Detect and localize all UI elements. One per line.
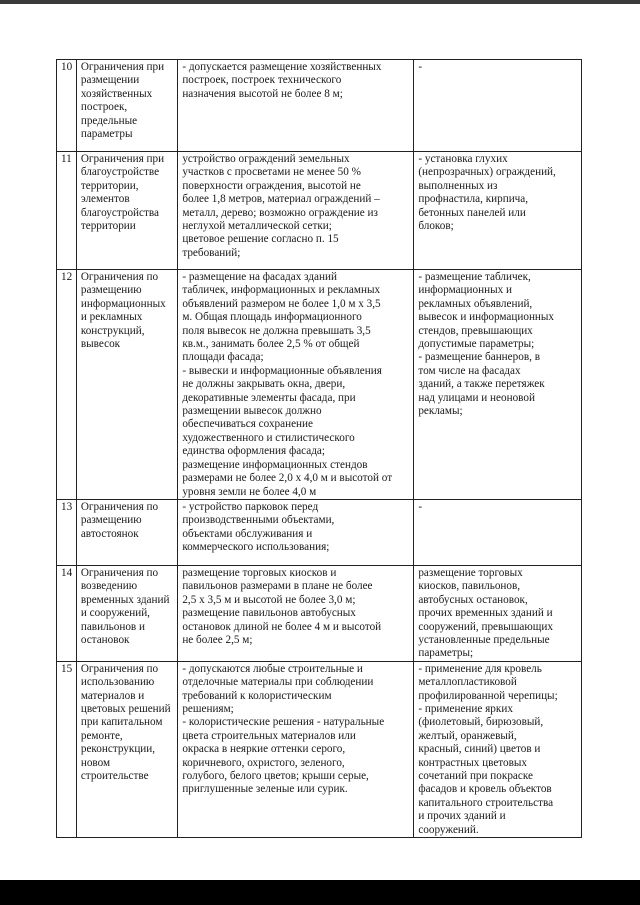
permitted-text-line: поверхности ограждения, высотой не [182,179,361,192]
prohibited-text-line: над улицами и неоновой [418,391,535,404]
restriction-name-cell [76,152,177,270]
permitted-text-line: площади фасада; [182,351,264,364]
row-number-cell [57,661,77,837]
permitted-text-line: окраска в неяркие оттенки серого, [182,743,346,756]
permitted-text-line: размещение торговых киосков и [182,566,337,579]
prohibited-text-line: - применение для кровель [418,662,542,675]
permitted-text-line: размещение информационных стендов [182,458,368,471]
permitted-text-line: отделочные материалы при соблюдении [182,676,374,689]
row-number: 15 [61,662,73,675]
prohibited-text-line: металлопластиковой [418,676,517,689]
restriction-name-line: конструкций, [80,324,145,337]
permitted-text-line: единства оформления фасада; [182,445,326,458]
restriction-name-line: построек, [80,101,128,114]
permitted-text-line: неглухой металлической сетки; [182,220,332,233]
permitted-text-line: остановок длиной не более 4 м и высотой [182,620,382,633]
restriction-name-line: размещению [80,514,142,527]
row-number: 12 [61,271,73,283]
prohibited-text-line: допустимые параметры; [418,338,535,351]
permitted-text-line: художественного и стилистического [182,431,355,444]
restriction-name-line: вывесок [80,338,121,351]
permitted-text-line: объектами обслуживания и [182,527,313,540]
permitted-text-line: приглушенные зеленые или сурик. [182,783,348,796]
permitted-text-line: - колористические решения - натуральные [182,716,385,729]
prohibited-text-line: фасадов и кровель объектов [418,783,552,796]
restriction-name-line: строительстве [80,770,149,782]
prohibited-text-cell [414,565,582,661]
prohibited-text-line: желтый, оранжевый, [418,729,517,742]
prohibited-text-line: рекламы; [418,405,463,418]
permitted-text-line: требований к колористическим [182,689,332,702]
permitted-text-line: устройство ограждений земельных [182,153,350,165]
permitted-text-cell [178,565,414,661]
restriction-name-line: возведению [80,580,138,593]
restriction-name-line: элементов [80,193,130,206]
permitted-text-line: коммерческого использования; [182,541,330,554]
restriction-name-line: Ограничения по [80,566,159,579]
permitted-text-line: металл, дерево; возможно ограждение из [182,206,378,219]
table-row [57,270,582,500]
prohibited-text-line: выполненных из [418,179,498,192]
restriction-name-line: новом [80,756,111,769]
prohibited-text-line: стендов, превышающих [418,324,533,337]
restriction-name-line: и рекламных [80,311,143,324]
permitted-text-line: требований; [182,246,241,259]
prohibited-text-line: (непрозрачных) ограждений, [418,166,556,179]
restriction-name-line: Ограничения при [80,61,165,73]
row-number: 11 [61,153,72,165]
prohibited-text-line: - установка глухих [418,153,508,165]
permitted-text-line: более 1,8 метров, материал ограждений – [182,193,380,206]
scan-top-edge [0,0,640,4]
prohibited-text-line: контрастных цветовых [418,756,528,769]
permitted-text-line: назначения высотой не более 8 м; [182,87,343,100]
restriction-name-line: благоустройства [80,206,159,219]
permitted-text-line: построек, построек технического [182,74,342,87]
prohibited-text-line: сочетаний при покраске [418,770,533,782]
prohibited-text-line: установленные предельные [418,633,550,646]
permitted-text-line: объявлений размером не более 1,0 м х 3,5 [182,297,381,310]
restriction-name-cell [76,661,177,837]
prohibited-text-line: красный, синий) цветов и [418,743,541,756]
permitted-text-line: решениям; [182,702,234,715]
permitted-text-line: не более 2,5 м; [182,633,253,646]
permitted-text-cell [178,152,414,270]
permitted-text-line: кв.м., занимать более 2,5 % от общей [182,338,360,351]
permitted-text-line: размещение павильонов автобусных [182,607,356,620]
prohibited-text-line: - [418,500,423,513]
permitted-text-line: голубого, белого цветов; крыши серые, [182,770,369,782]
prohibited-text-cell [414,60,582,152]
prohibited-text-line: - размещение табличек, [418,271,531,283]
restriction-name-cell [76,270,177,500]
row-number-cell [57,565,77,661]
permitted-text-line: производственными объектами, [182,514,335,527]
restriction-name-line: предельные [80,114,138,127]
prohibited-text-line: том числе на фасадах [418,364,521,377]
row-number-cell [57,152,77,270]
permitted-text-line: павильонов размерами в плане не более [182,580,373,593]
permitted-text-line: размерами не более 2,0 х 4,0 м и высотой от [182,472,393,485]
row-number: 13 [61,500,73,513]
permitted-text-cell [178,60,414,152]
restriction-name-line: Ограничения по [80,500,159,513]
restriction-name-cell [76,565,177,661]
permitted-text-line: обеспечиваться сохранение [182,418,313,431]
restriction-name-line: и сооружений, [80,607,150,620]
row-number: 14 [61,566,73,579]
restriction-name-line: информационных [80,297,166,310]
prohibited-text-cell [414,152,582,270]
permitted-text-line: м. Общая площадь информационного [182,311,362,324]
restriction-name-line: использованию [80,676,155,689]
restriction-name-cell [76,60,177,152]
permitted-text-line: - размещение на фасадах зданий [182,271,337,283]
permitted-text-line: - устройство парковок перед [182,500,319,513]
row-number-cell [57,499,77,565]
scan-bottom-edge [0,880,640,905]
prohibited-text-line: информационных и [418,284,512,297]
permitted-text-line: участков с просветами не менее 50 % [182,166,361,179]
restriction-name-line: размещении [80,74,140,87]
restriction-name-line: параметры [80,128,133,141]
restriction-name-line: территории [80,220,136,233]
restriction-name-line: при капитальном [80,716,163,729]
permitted-text-line: - вывески и информационные объявления [182,364,382,377]
permitted-text-line: коричневого, охристого, зеленого, [182,756,345,769]
prohibited-text-line: блоков; [418,220,454,233]
restriction-name-line: временных зданий [80,593,170,606]
restriction-name-line: Ограничения при [80,153,165,165]
restriction-name-line: материалов и [80,689,145,702]
restriction-name-line: автостоянок [80,527,139,540]
regulations-table [56,59,582,838]
restriction-name-line: ремонте, [80,729,123,742]
restriction-name-line: размещению [80,284,142,297]
restriction-name-line: реконструкции, [80,743,156,756]
prohibited-text-line: зданий, а также перетяжек [418,378,545,391]
table-row [57,499,582,565]
prohibited-text-line: прочих временных зданий и [418,607,553,620]
prohibited-text-line: профилированной черепицы; [418,689,558,702]
prohibited-text-line: сооружений, превышающих [418,620,553,633]
permitted-text-line: уровня земли не более 4,0 м [182,485,317,498]
permitted-text-cell [178,270,414,500]
prohibited-text-line: - применение ярких [418,702,513,715]
permitted-text-line: - допускаются любые строительные и [182,662,363,675]
restriction-name-line: территории, [80,179,139,192]
prohibited-text-line: - [418,61,423,73]
permitted-text-cell [178,661,414,837]
row-number-cell [57,270,77,500]
permitted-text-line: цвета строительных материалов или [182,729,356,742]
permitted-text-line: - допускается размещение хозяйственных [182,61,382,73]
restriction-name-line: Ограничения по [80,662,159,675]
permitted-text-line: 2,5 х 3,5 м и высотой не более 3,0 м; [182,593,356,606]
prohibited-text-line: параметры; [418,647,474,660]
restriction-name-line: павильонов и [80,620,145,633]
prohibited-text-line: автобусных остановок, [418,593,528,606]
permitted-text-line: декоративные элементы фасада, при [182,391,356,404]
prohibited-text-line: капитального строительства [418,796,554,809]
restriction-name-line: остановок [80,633,130,646]
prohibited-text-line: профнастила, кирпича, [418,193,529,206]
prohibited-text-line: сооружений. [418,823,479,836]
prohibited-text-line: (фиолетовый, бирюзовый, [418,716,544,729]
prohibited-text-cell [414,270,582,500]
prohibited-text-line: бетонных панелей или [418,206,526,219]
table-row [57,661,582,837]
restriction-name-cell [76,499,177,565]
row-number: 10 [61,61,73,73]
prohibited-text-cell [414,499,582,565]
prohibited-text-line: рекламных объявлений, [418,297,533,310]
permitted-text-line: табличек, информационных и рекламных [182,284,381,297]
prohibited-text-cell [414,661,582,837]
permitted-text-line: поля вывесок не должна превышать 3,5 [182,324,371,337]
prohibited-text-line: размещение торговых [418,566,523,579]
permitted-text-line: размещении вывесок должно [182,405,322,418]
restriction-name-line: благоустройстве [80,166,160,179]
permitted-text-line: цветовое решение согласно п. 15 [182,233,339,246]
table-body [57,60,582,838]
restriction-name-line: цветовых решений [80,702,171,715]
prohibited-text-line: - размещение баннеров, в [418,351,540,364]
table-row [57,565,582,661]
restriction-name-line: хозяйственных [80,87,153,100]
prohibited-text-line: и прочих зданий и [418,810,506,823]
table-row [57,60,582,152]
restriction-name-line: Ограничения по [80,271,159,283]
row-number-cell [57,60,77,152]
permitted-text-line: не должны закрывать окна, двери, [182,378,346,391]
prohibited-text-line: киосков, павильонов, [418,580,521,593]
permitted-text-cell [178,499,414,565]
prohibited-text-line: вывесок и информационных [418,311,555,324]
table-row [57,152,582,270]
